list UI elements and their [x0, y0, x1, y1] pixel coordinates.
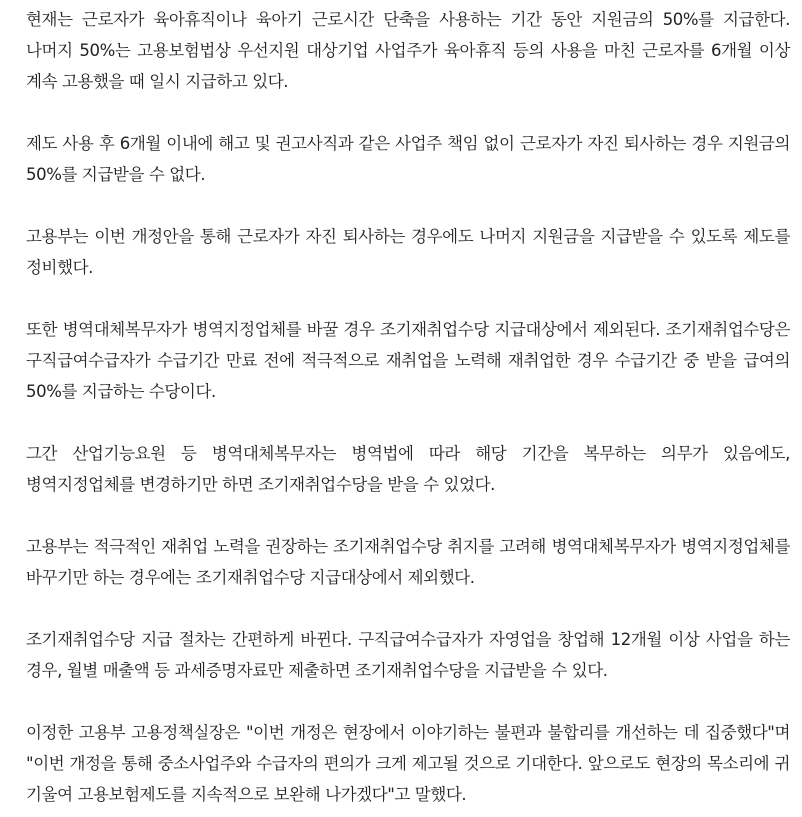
article-paragraph: 또한 병역대체복무자가 병역지정업체를 바꿀 경우 조기재취업수당 지급대상에서 제외된다. 조기재취업수당은 구직급여수급자가 수급기간 만료 전에 적극적으로 재취업을 노력해 재취업한 경우 수급기간 중 받을 급여의 50%를 지급하는 수당이다.: [26, 320, 790, 401]
article-paragraph: 제도 사용 후 6개월 이내에 해고 및 권고사직과 같은 사업주 책임 없이 근로자가 자진 퇴사하는 경우 지원금의 50%를 지급받을 수 없다.: [26, 134, 790, 184]
article-paragraph: 조기재취업수당 지급 절차는 간편하게 바뀐다. 구직급여수급자가 자영업을 창업해 12개월 이상 사업을 하는 경우, 월별 매출액 등 과세증명자료만 제출하면 조기재취업수당을 지급받을 수 있다.: [26, 630, 790, 680]
article-paragraph: 현재는 근로자가 육아휴직이나 육아기 근로시간 단축을 사용하는 기간 동안 지원금의 50%를 지급한다. 나머지 50%는 고용보험법상 우선지원 대상기업 사업주가 육아휴직 등의 사용을 마친 근로자를 6개월 이상 계속 고용했을 때 일시 지급하고 있다.: [26, 10, 790, 91]
article-paragraph: 그간 산업기능요원 등 병역대체복무자는 병역법에 따라 해당 기간을 복무하는 의무가 있음에도, 병역지정업체를 변경하기만 하면 조기재취업수당을 받을 수 있었다.: [26, 444, 790, 494]
article-paragraph: 고용부는 이번 개정안을 통해 근로자가 자진 퇴사하는 경우에도 나머지 지원금을 지급받을 수 있도록 제도를 정비했다.: [26, 227, 790, 277]
article-paragraph: 이정한 고용부 고용정책실장은 "이번 개정은 현장에서 이야기하는 불편과 불합리를 개선하는 데 집중했다"며 "이번 개정을 통해 중소사업주와 수급자의 편의가 크게 제고될 것으로 기대한다. 앞으로도 현장의 목소리에 귀 기울여 고용보험제도를 지속적으로 보완해 나가겠다"고 말했다.: [26, 723, 790, 804]
article-paragraph: 고용부는 적극적인 재취업 노력을 권장하는 조기재취업수당 취지를 고려해 병역대체복무자가 병역지정업체를 바꾸기만 하는 경우에는 조기재취업수당 지급대상에서 제외했다.: [26, 537, 790, 587]
